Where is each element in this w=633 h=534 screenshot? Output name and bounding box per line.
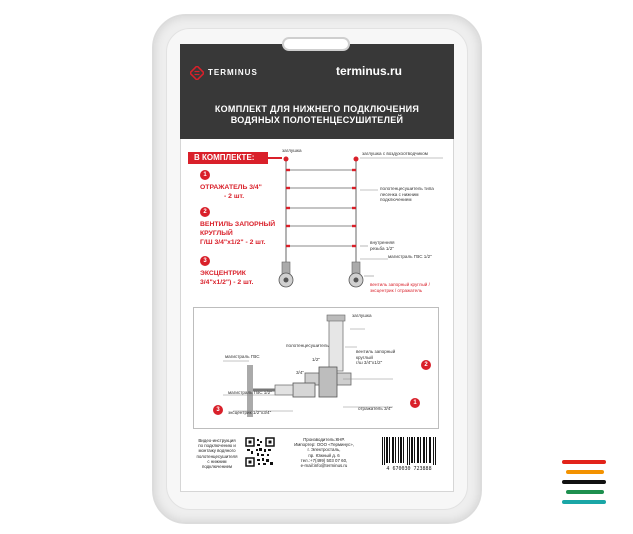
ladder-dryer-illustration	[278, 150, 448, 300]
lower-label-valve	[356, 349, 395, 366]
kit-item-1-number: 1	[200, 170, 210, 180]
title-line-2: ВОДЯНЫХ ПОЛОТЕНЦЕСУШИТЕЛЕЙ	[230, 115, 404, 125]
lower-label-eccentric: эксцентрик 1/2"x3/4"	[228, 410, 272, 415]
terminus-logo-icon	[190, 66, 204, 80]
maker-line-5: тел.:+7(499) 503 07 60,	[300, 457, 348, 463]
label-thread	[370, 240, 395, 251]
kit-item-1-line-1: ОТРАЖАТЕЛЬ 3/4"	[200, 184, 262, 191]
product-title	[190, 104, 444, 126]
kit-heading	[188, 152, 268, 164]
lower-label-dryer: полотенцесушитель	[286, 343, 329, 348]
video-line-4: полотенцесушителя	[196, 453, 238, 459]
stripe-1	[562, 460, 606, 464]
lower-label-valve-line-3: г/ш 3/4"x1/2"	[356, 360, 383, 365]
stripes-logo-icon	[560, 458, 610, 512]
brand-name: TERMINUS	[208, 68, 258, 77]
kit-item-1-line-2: - 2 шт.	[224, 193, 245, 200]
kit-item-1	[200, 183, 262, 201]
manufacturer-info	[290, 437, 358, 468]
label-dryer-type-line-3: подключением	[380, 197, 412, 202]
stripe-4	[566, 490, 604, 494]
kit-item-3-line-2: 3/4"x1/2") - 2 шт.	[200, 279, 254, 286]
label-cap-left: заглушка	[282, 148, 302, 153]
site-url: terminus.ru	[336, 64, 403, 78]
label-dryer-type	[380, 186, 434, 203]
kit-item-2-line-2: КРУГЛЫЙ	[200, 230, 233, 237]
label-dryer-type-line-2: лесенка с нижним	[380, 191, 419, 197]
lower-badge-1: 1	[410, 398, 420, 408]
kit-item-2-line-3: Г/Ш 3/4"x1/2" - 2 шт.	[200, 239, 266, 246]
kit-item-2	[200, 220, 275, 247]
video-line-2: по подключению и	[198, 443, 236, 449]
lower-label-main-gvs-half: магистраль ГВС 1/2"	[228, 390, 272, 395]
lower-label-valve-line-1: вентиль запорный	[356, 349, 396, 354]
label-thread-line-2: резьба 1/2"	[370, 245, 394, 251]
kit-heading-text: В КОМПЛЕКТЕ:	[194, 153, 255, 162]
kit-item-3-number: 3	[200, 256, 210, 266]
maker-line-1: Производитель:КНР.	[303, 437, 345, 442]
video-instruction	[192, 438, 242, 469]
barcode-icon	[380, 437, 438, 467]
maker-line-2: Импортер: ООО «Терминус»,	[294, 442, 354, 448]
label-valve-set-line-2: эксцентрик / отражатель	[370, 287, 423, 293]
video-line-5: с нижним	[207, 458, 227, 464]
kit-item-2-number: 2	[200, 207, 210, 217]
video-line-6: подключением	[201, 464, 233, 470]
lower-label-three-quarter: 3/4"	[296, 370, 305, 375]
stripe-2	[566, 470, 604, 474]
kit-item-3-line-1: ЭКСЦЕНТРИК	[200, 270, 246, 277]
label-valve-set-line-1: вентиль запорный круглый /	[370, 282, 430, 287]
barcode-number: 4 670030 723888	[386, 466, 432, 472]
lower-label-main-gvs: магистраль ГВС	[225, 354, 260, 359]
kit-item-2-line-1: ВЕНТИЛЬ ЗАПОРНЫЙ	[200, 221, 276, 228]
label-valve-set	[370, 282, 430, 293]
lower-badge-3: 3	[213, 405, 223, 415]
lower-label-valve-line-2: круглый	[356, 354, 373, 360]
stripe-5	[562, 500, 606, 504]
label-dryer-type-line-1: полотенцесушитель типа	[380, 186, 434, 191]
lower-label-reflector: отражатель 3/4"	[358, 406, 393, 411]
video-line-3: монтажу водяного	[198, 448, 236, 454]
lower-label-cap: заглушка	[352, 313, 372, 318]
maker-line-3: г. Электросталь,	[307, 447, 341, 453]
label-thread-line-1: внутренняя	[370, 240, 395, 245]
maker-line-4: пр. Южный д. 6	[308, 452, 340, 458]
video-line-1: Видео-инструкция	[198, 438, 236, 443]
label-main-line: магистраль ГВС 1/2"	[388, 254, 432, 259]
lower-label-half: 1/2"	[312, 357, 321, 362]
maker-line-6: e-mail:info@terminus.ru	[300, 463, 348, 469]
stripe-marks	[562, 460, 606, 504]
hanger-hole	[282, 37, 350, 51]
stripe-3	[562, 480, 606, 484]
label-cap-right: заглушка с воздухоотводчиком	[362, 151, 428, 156]
qr-code-icon	[245, 437, 275, 467]
lower-badge-2: 2	[421, 360, 431, 370]
title-line-1: КОМПЛЕКТ ДЛЯ НИЖНЕГО ПОДКЛЮЧЕНИЯ	[214, 104, 420, 114]
kit-item-3	[200, 269, 253, 287]
